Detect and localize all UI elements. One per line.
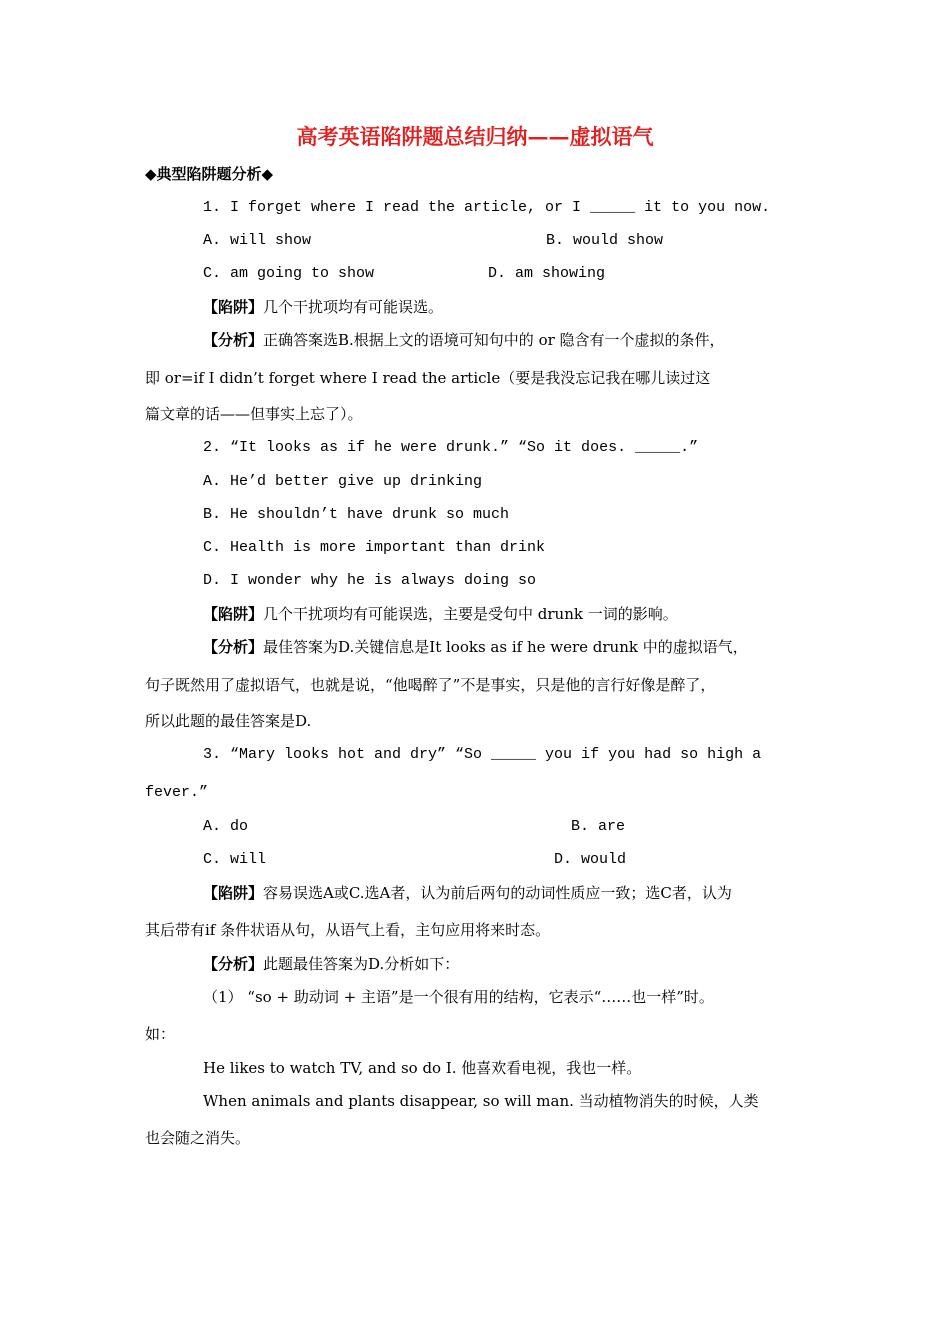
text-line (203, 883, 732, 903)
line-text: D. am showing (488, 265, 606, 282)
line-text: D. I wonder why he is always doing so (203, 572, 537, 589)
line-text: C. will (203, 851, 267, 868)
text-line (203, 438, 698, 458)
line-text: B. are (571, 818, 626, 835)
label-tag: 【分析】 (203, 331, 264, 349)
text-line (203, 538, 545, 558)
text-line (203, 571, 536, 591)
line-text: 几个干扰项均有可能误选。 (263, 298, 444, 316)
text-line (203, 954, 459, 974)
text-line (145, 675, 715, 695)
line-text: 容易误选A或C.选A者，认为前后两句的动词性质应一致；选C者，认为 (263, 884, 732, 902)
line-text: 所以此题的最佳答案是D. (145, 712, 312, 730)
text-line (546, 231, 663, 251)
section-header: ◆典型陷阱题分析◆ (145, 165, 274, 183)
text-line (203, 264, 374, 284)
line-text: 如： (145, 1025, 176, 1043)
text-line (488, 264, 605, 284)
line-text: 1. I forget where I read the article, or I _____ it to you now. (203, 199, 771, 216)
line-text: 此题最佳答案为D.分析如下： (263, 955, 460, 973)
line-text: A. He’d better give up drinking (203, 473, 483, 490)
line-text: D. would (554, 851, 627, 868)
text-line (203, 745, 761, 765)
text-line (203, 817, 248, 837)
label-tag: 【分析】 (203, 955, 264, 973)
line-text: B. He shouldn’t have drunk so much (203, 506, 510, 523)
text-line (203, 198, 770, 218)
text-line (203, 850, 266, 870)
text-line (203, 505, 509, 525)
line-text: 正确答案选B.根据上文的语境可知句中的 or 隐含有一个虚拟的条件， (263, 331, 725, 349)
line-text: 其后带有if 条件状语从句，从语气上看，主句应用将来时态。 (145, 921, 551, 939)
text-line (203, 231, 311, 251)
line-text: He likes to watch TV, and so do I. 他喜欢看电视，我也一样。 (203, 1059, 642, 1077)
text-line (203, 1091, 759, 1111)
line-text: A. will show (203, 232, 312, 249)
text-line (571, 817, 625, 837)
text-line (145, 404, 363, 424)
line-text: 篇文章的话——但事实上忘了）。 (145, 405, 363, 423)
line-text: C. am going to show (203, 265, 375, 282)
line-text: 即 or=if I didn’t forget where I read the article（要是我没忘记我在哪儿读过这 (145, 369, 711, 387)
line-text: 2. “It looks as if he were drunk.” “So it does. _____.” (203, 439, 699, 456)
text-line (203, 604, 678, 624)
text-line (203, 637, 748, 657)
text-line (145, 1128, 250, 1148)
label-tag: 【分析】 (203, 638, 264, 656)
line-text: fever.” (145, 784, 209, 801)
line-text: 几个干扰项均有可能误选，主要是受句中 drunk 一词的影响。 (263, 605, 678, 623)
line-text: 句子既然用了虚拟语气，也就是说，“他喝醉了”不是事实，只是他的言行好像是醉了， (145, 676, 716, 694)
label-tag: 【陷阱】 (203, 605, 264, 623)
label-tag: 【陷阱】 (203, 298, 264, 316)
text-line (145, 711, 311, 731)
text-line (554, 850, 626, 870)
label-tag: 【陷阱】 (203, 884, 264, 902)
text-line (203, 472, 482, 492)
text-line (203, 987, 714, 1007)
line-text: 最佳答案为D.关键信息是It looks as if he were drunk 中的虚拟语气， (263, 638, 748, 656)
line-text: When animals and plants disappear, so will man. 当动植物消失的时候，人类 (203, 1092, 759, 1110)
line-text: 3. “Mary looks hot and dry” “So _____ you if you had so high a (203, 746, 762, 763)
line-text: 也会随之消失。 (145, 1129, 251, 1147)
text-line (145, 368, 710, 388)
line-text: （1） “so + 助动词 + 主语”是一个很有用的结构，它表示“……也一样”时。 (203, 988, 714, 1006)
text-line (145, 783, 208, 803)
line-text: C. Health is more important than drink (203, 539, 546, 556)
line-text: A. do (203, 818, 249, 835)
text-line (203, 1058, 641, 1078)
line-text: B. would show (546, 232, 664, 249)
page-title: 高考英语陷阱题总结归纳——虚拟语气 (296, 124, 654, 149)
text-line (145, 920, 550, 940)
text-line (203, 297, 443, 317)
text-line (145, 1024, 175, 1044)
text-line (203, 330, 725, 350)
